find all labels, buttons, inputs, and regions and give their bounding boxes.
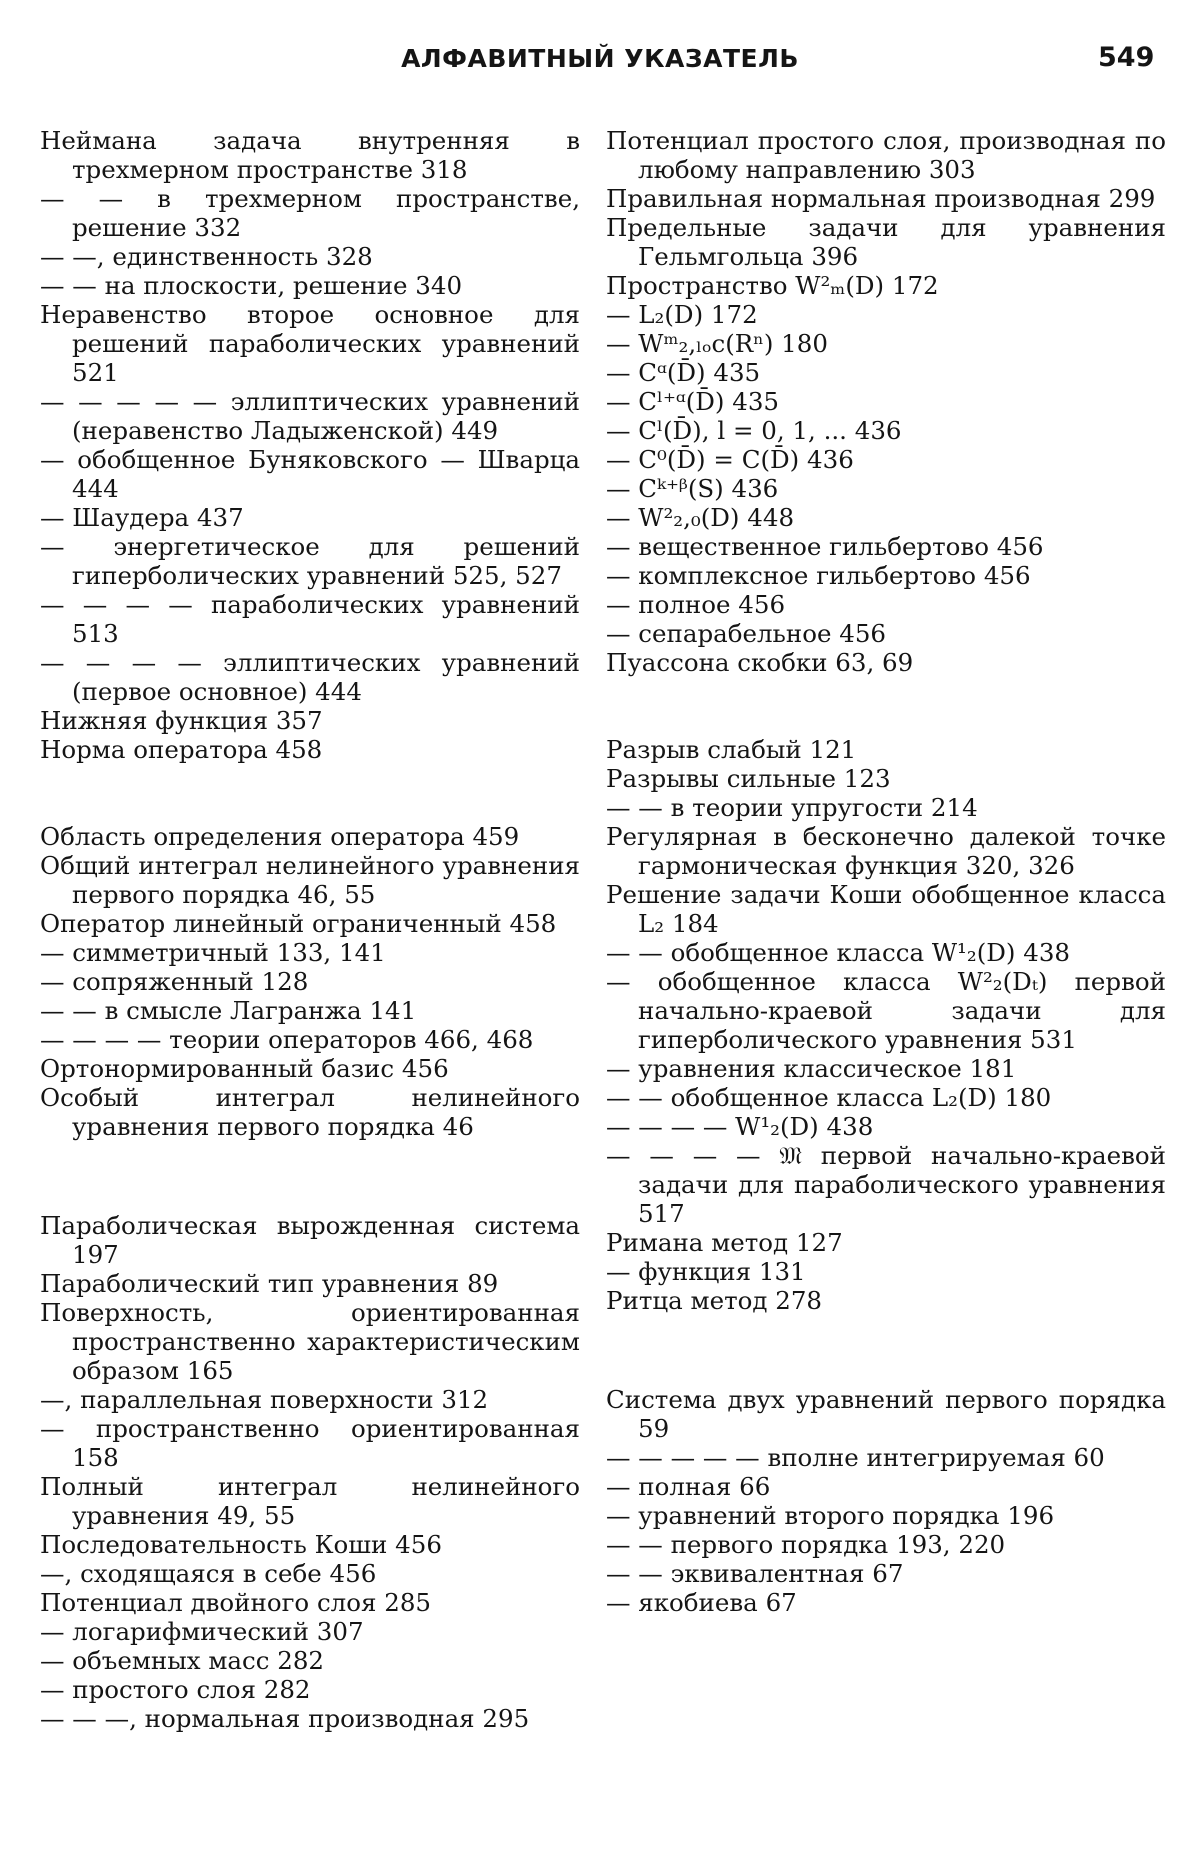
index-entry: — — обобщенное класса L₂(D) 180 [606, 1083, 1052, 1112]
index-entry: — энергетическое для решений гиперболических уравнений 525, 527 [40, 532, 580, 590]
index-entry: — комплексное гильбертово 456 [606, 561, 1031, 590]
index-entry: — — — — эллиптических уравнений (первое основное) 444 [40, 648, 580, 706]
index-entry: Ритца метод 278 [606, 1286, 823, 1315]
index-column-right [606, 126, 1166, 1617]
index-entry: — L₂(D) 172 [606, 300, 758, 329]
index-entry: Последовательность Коши 456 [40, 1530, 442, 1559]
index-entry: — полная 66 [606, 1472, 771, 1501]
index-entry: Правильная нормальная производная 299 [606, 184, 1156, 213]
index-entry: — якобиева 67 [606, 1588, 797, 1617]
index-entry: Разрыв слабый 121 [606, 735, 857, 764]
index-entry: — логарифмический 307 [40, 1617, 364, 1646]
index-entry: — — —, нормальная производная 295 [40, 1704, 530, 1733]
index-entry: — — в смысле Лагранжа 141 [40, 996, 417, 1025]
index-entry: — вещественное гильбертово 456 [606, 532, 1044, 561]
index-entry: — простого слоя 282 [40, 1675, 311, 1704]
index-entry: Римана метод 127 [606, 1228, 843, 1257]
index-entry: — Cᵅ(D̄) 435 [606, 358, 761, 387]
page-number: 549 [1098, 42, 1155, 73]
index-entry: Потенциал простого слоя, производная по любому направлению 303 [606, 126, 1166, 184]
index-entry: — Cˡ⁺ᵅ(D̄) 435 [606, 387, 780, 416]
letter-section [40, 1211, 580, 1733]
index-entry: Поверхность, ориентированная пространственно характеристическим образом 165 [40, 1298, 580, 1385]
letter-section-gap [606, 1315, 1166, 1385]
index-entry: —, сходящаяся в себе 456 [40, 1559, 377, 1588]
index-entry: — — — — — эллиптических уравнений (неравенство Ладыженской) 449 [40, 387, 580, 445]
index-entry: — — — — 𝔐 первой начально-краевой задачи для параболического уравнения 517 [606, 1141, 1166, 1228]
index-entry: — W²₂,₀(D) 448 [606, 503, 795, 532]
index-entry: Полный интеграл нелинейного уравнения 49, 55 [40, 1472, 580, 1530]
letter-section [40, 126, 580, 764]
index-entry: Неравенство второе основное для решений параболических уравнений 521 [40, 300, 580, 387]
index-entry: — уравнения классическое 181 [606, 1054, 1017, 1083]
index-entry: — — — — W¹₂(D) 438 [606, 1112, 874, 1141]
letter-section-gap [40, 1141, 580, 1211]
letter-section [606, 126, 1166, 677]
index-entry: — уравнений второго порядка 196 [606, 1501, 1055, 1530]
index-entry: Потенциал двойного слоя 285 [40, 1588, 431, 1617]
index-entry: — — в теории упругости 214 [606, 793, 978, 822]
index-entry: Особый интеграл нелинейного уравнения первого порядка 46 [40, 1083, 580, 1141]
index-entry: — — первого порядка 193, 220 [606, 1530, 1006, 1559]
index-entry: Общий интеграл нелинейного уравнения первого порядка 46, 55 [40, 851, 580, 909]
index-entry: — объемных масс 282 [40, 1646, 325, 1675]
index-entry: Норма оператора 458 [40, 735, 323, 764]
index-entry: — Wᵐ₂,ₗₒc(Rⁿ) 180 [606, 329, 828, 358]
index-entry: Параболический тип уравнения 89 [40, 1269, 499, 1298]
index-entry: — сепарабельное 456 [606, 619, 887, 648]
index-entry: — — — — — вполне интегрируемая 60 [606, 1443, 1105, 1472]
index-entry: — обобщенное Буняковского — Шварца 444 [40, 445, 580, 503]
index-entry: Оператор линейный ограниченный 458 [40, 909, 557, 938]
index-entry: —, параллельная поверхности 312 [40, 1385, 489, 1414]
index-entry: Нижняя функция 357 [40, 706, 323, 735]
letter-section-gap [40, 764, 580, 822]
index-entry: Область определения оператора 459 [40, 822, 520, 851]
index-entry: Решение задачи Коши обобщенное класса L₂ 184 [606, 880, 1166, 938]
index-entry: Параболическая вырожденная система 197 [40, 1211, 580, 1269]
index-entry: — — — — теории операторов 466, 468 [40, 1025, 534, 1054]
letter-section [40, 822, 580, 1141]
index-entry: Регулярная в бесконечно далекой точке гармоническая функция 320, 326 [606, 822, 1166, 880]
index-entry: — —, единственность 328 [40, 242, 373, 271]
index-entry: Ортонормированный базис 456 [40, 1054, 449, 1083]
index-entry: Предельные задачи для уравнения Гельмгольца 396 [606, 213, 1166, 271]
index-column-left [40, 126, 580, 1733]
index-entry: — функция 131 [606, 1257, 806, 1286]
index-entry: Пуассона скобки 63, 69 [606, 648, 914, 677]
index-entry: — — на плоскости, решение 340 [40, 271, 463, 300]
index-entry: — обобщенное класса W²₂(Dₜ) первой начально-краевой задачи для гиперболического уравнения 531 [606, 967, 1166, 1054]
index-entry: — C⁰(D̄) = C(D̄) 436 [606, 445, 854, 474]
index-entry: — Cᵏ⁺ᵝ(S) 436 [606, 474, 779, 503]
letter-section-gap [606, 677, 1166, 735]
index-entry: — полное 456 [606, 590, 786, 619]
index-entry: Пространство W²ₘ(D) 172 [606, 271, 939, 300]
letter-section [606, 1385, 1166, 1617]
index-entry: — — эквивалентная 67 [606, 1559, 904, 1588]
index-entry: — сопряженный 128 [40, 967, 309, 996]
index-entry: — Cˡ(D̄), l = 0, 1, ... 436 [606, 416, 902, 445]
index-entry: — — обобщенное класса W¹₂(D) 438 [606, 938, 1071, 967]
index-entry: Неймана задача внутренняя в трехмерном пространстве 318 [40, 126, 580, 184]
index-entry: — — — — параболических уравнений 513 [40, 590, 580, 648]
index-entry: Разрывы сильные 123 [606, 764, 891, 793]
index-entry: — — в трехмерном пространстве, решение 332 [40, 184, 580, 242]
letter-section [606, 735, 1166, 1315]
index-entry: — симметричный 133, 141 [40, 938, 386, 967]
index-entry: — Шаудера 437 [40, 503, 244, 532]
running-header-title: АЛФАВИТНЫЙ УКАЗАТЕЛЬ [401, 44, 799, 73]
index-entry: Система двух уравнений первого порядка 59 [606, 1385, 1166, 1443]
index-entry: — пространственно ориентированная 158 [40, 1414, 580, 1472]
